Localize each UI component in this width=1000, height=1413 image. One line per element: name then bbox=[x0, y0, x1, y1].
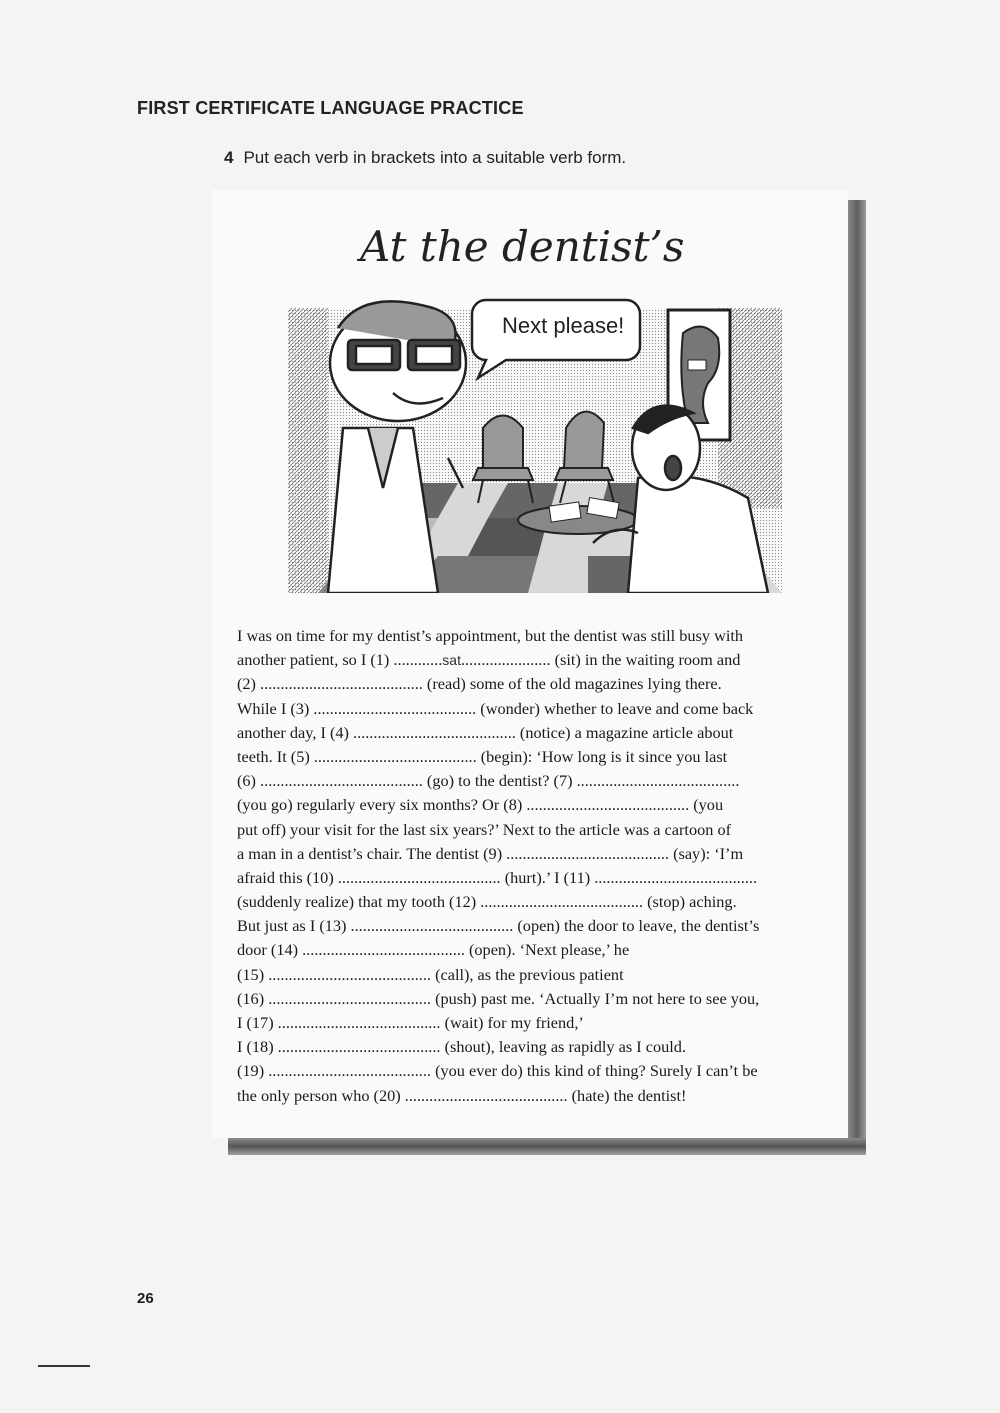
story-line: teeth. It (5) ........................................ (begin): ‘How long is it since you last bbox=[237, 746, 728, 766]
exercise-instruction bbox=[224, 148, 626, 168]
page-header-title: FIRST CERTIFICATE LANGUAGE PRACTICE bbox=[137, 98, 524, 118]
story-text bbox=[237, 624, 847, 1108]
story-line: put off) your visit for the last six years?’ Next to the article was a cartoon of bbox=[237, 819, 732, 839]
dentist-cartoon bbox=[288, 288, 782, 593]
story-line: (2) ........................................ (read) some of the old magazines lying there. bbox=[237, 674, 722, 694]
story-line-part: another patient, so I (1) ............ bbox=[237, 650, 443, 670]
footer-rule bbox=[38, 1365, 90, 1367]
instruction-text: Put each verb in brackets into a suitable verb form. bbox=[243, 148, 627, 167]
story-line: I (18) ........................................ (shout), leaving as rapidly as I could. bbox=[237, 1037, 687, 1057]
handwritten-answer: sat bbox=[442, 652, 461, 669]
story-line: the only person who (20) ........................................ (hate) the dentist! bbox=[237, 1085, 687, 1105]
speech-bubble-text: Next please! bbox=[502, 313, 625, 338]
story-line bbox=[237, 648, 847, 672]
story-line: another day, I (4) ........................................ (notice) a magazine article about bbox=[237, 722, 734, 742]
story-line: (6) ........................................ (go) to the dentist? (7) ........................................ bbox=[237, 771, 740, 791]
page-number: 26 bbox=[137, 1290, 154, 1307]
story-line: (16) ........................................ (push) past me. ‘Actually I’m not here to see you, bbox=[237, 988, 760, 1008]
story-line: But just as I (13) ........................................ (open) the door to leave, the dentist’s bbox=[237, 916, 760, 936]
story-line: a man in a dentist’s chair. The dentist (9) ........................................ (say): ‘I’m bbox=[237, 843, 744, 863]
story-line: afraid this (10) ........................................ (hurt).’ I (11) ........................................ bbox=[237, 867, 758, 887]
story-line: door (14) ........................................ (open). ‘Next please,’ he bbox=[237, 940, 630, 960]
story-title: At the dentist’s bbox=[360, 222, 685, 271]
story-line: (you go) regularly every six months? Or (8) ........................................ (you bbox=[237, 795, 724, 815]
story-line: (19) ........................................ (you ever do) this kind of thing? Surely I can’t be bbox=[237, 1061, 758, 1081]
story-line: (15) ........................................ (call), as the previous patient bbox=[237, 964, 624, 984]
story-line: I (17) ........................................ (wait) for my friend,’ bbox=[237, 1013, 584, 1032]
exercise-number: 4 bbox=[224, 148, 234, 167]
story-line: I was on time for my dentist’s appointment, but the dentist was still busy with bbox=[237, 626, 744, 645]
story-line: While I (3) ........................................ (wonder) whether to leave and come back bbox=[237, 698, 754, 718]
box-shadow-right bbox=[848, 200, 866, 1155]
box-shadow-bottom bbox=[228, 1138, 866, 1155]
story-line-part: ...................... (sit) in the waiting room and bbox=[460, 650, 741, 670]
door-frame bbox=[288, 308, 328, 593]
story-line: (suddenly realize) that my tooth (12) ........................................ (stop) aching. bbox=[237, 892, 737, 912]
